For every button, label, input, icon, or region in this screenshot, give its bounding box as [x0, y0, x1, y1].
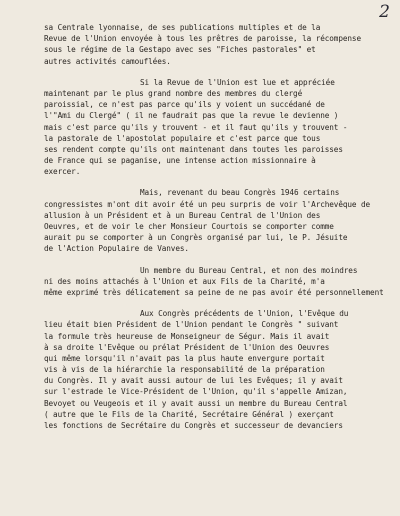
text-line: autres activités camouflées. [44, 56, 171, 66]
text-line: ( autre que le Fils de la Charité, Secrétaire Général ) exerçant [44, 409, 334, 419]
text-line: sous le régime de la Gestapo avec ses "Fiches pastorales" et [44, 45, 316, 55]
text-line: Si la Revue de l'Union est lue et appréciée [140, 77, 335, 87]
text-line: de l'Action Populaire de Vanves. [44, 244, 189, 254]
text-line: du Congrès. Il y avait aussi autour de lui les Evêques; il y avait [44, 376, 343, 386]
text-line: la formule très heureuse de Monseigneur de Ségur. Mais il avait [44, 331, 330, 341]
paragraph-5 [44, 308, 388, 431]
paragraph-1 [44, 22, 388, 67]
text-line: sur l'estrade le Vice-Président de l'Union, qu'il s'appelle Amizan, [44, 387, 348, 397]
text-line: mais c'est parce qu'ils y trouvent - et il faut qu'ils y trouvent - [44, 122, 348, 132]
page-number: 2 [379, 2, 390, 22]
text-line: lieu était bien Président de l'Union pendant le Congrès " suivant [44, 320, 339, 330]
text-line: congressistes m'ont dit avoir été un peu surpris de voir l'Archevêque de [44, 199, 371, 209]
document-body [44, 22, 388, 431]
text-line: Un membre du Bureau Central, et non des moindres [140, 265, 358, 275]
text-line: sa Centrale lyonnaise, de ses publications multiples et de la [44, 23, 321, 32]
text-line: paroissial, ce n'est pas parce qu'ils y voient un succédané de [44, 100, 325, 110]
text-line: l'"Ami du Clergé" ( il ne faudrait pas que la revue le devienne ) [44, 111, 339, 121]
paragraph-2 [44, 77, 388, 178]
text-line: allusion à un Président et à un Bureau Central de l'Union des [44, 210, 321, 220]
text-line: de France qui se paganise, une intense action missionnaire à [44, 156, 316, 166]
text-line: Oeuvres, et de voir le cher Monsieur Courtois se comporter comme [44, 222, 334, 231]
text-line: même exprimé très délicatement sa peine de ne pas avoir été personnellement [44, 287, 384, 297]
text-line: Revue de l'Union envoyée à tous les prêtres de paroisse, la récompense [44, 34, 361, 44]
text-line: Aux Congrès précédents de l'Union, l'Evêque du [140, 309, 349, 319]
text-line: vis à vis de la hiérarchie la responsabilité de la préparation [44, 365, 325, 375]
text-line: ses rendent compte qu'ils ont maintenant dans toutes les paroisses [44, 144, 343, 154]
text-line: les fonctions de Secrétaire du Congrès et successeur de devanciers [44, 421, 343, 430]
text-line: maintenant par le plus grand nombre des membres du clergé [44, 88, 303, 98]
text-line: ni des moins attachés à l'Union et aux Fils de la Charité, m'a [44, 276, 325, 286]
text-line: qui même lorsqu'il n'avait pas la plus haute envergure portait [44, 353, 325, 363]
paragraph-3 [44, 187, 388, 254]
text-line: la pastorale de l'apostolat populaire et c'est parce que tous [44, 133, 321, 143]
text-line: Mais, revenant du beau Congrès 1946 certains [140, 188, 340, 198]
text-line: aurait pu se comporter à un Congrès organisé par lui, le P. Jésuite [44, 233, 348, 243]
paragraph-4 [44, 265, 388, 299]
text-line: exercer. [44, 167, 81, 177]
text-line: à sa droite l'Evêque ou prélat Président de l'Union des Oeuvres [44, 342, 330, 352]
text-line: Bevoyet ou Veugeois et il y avait aussi un membre du Bureau Central [44, 398, 348, 408]
